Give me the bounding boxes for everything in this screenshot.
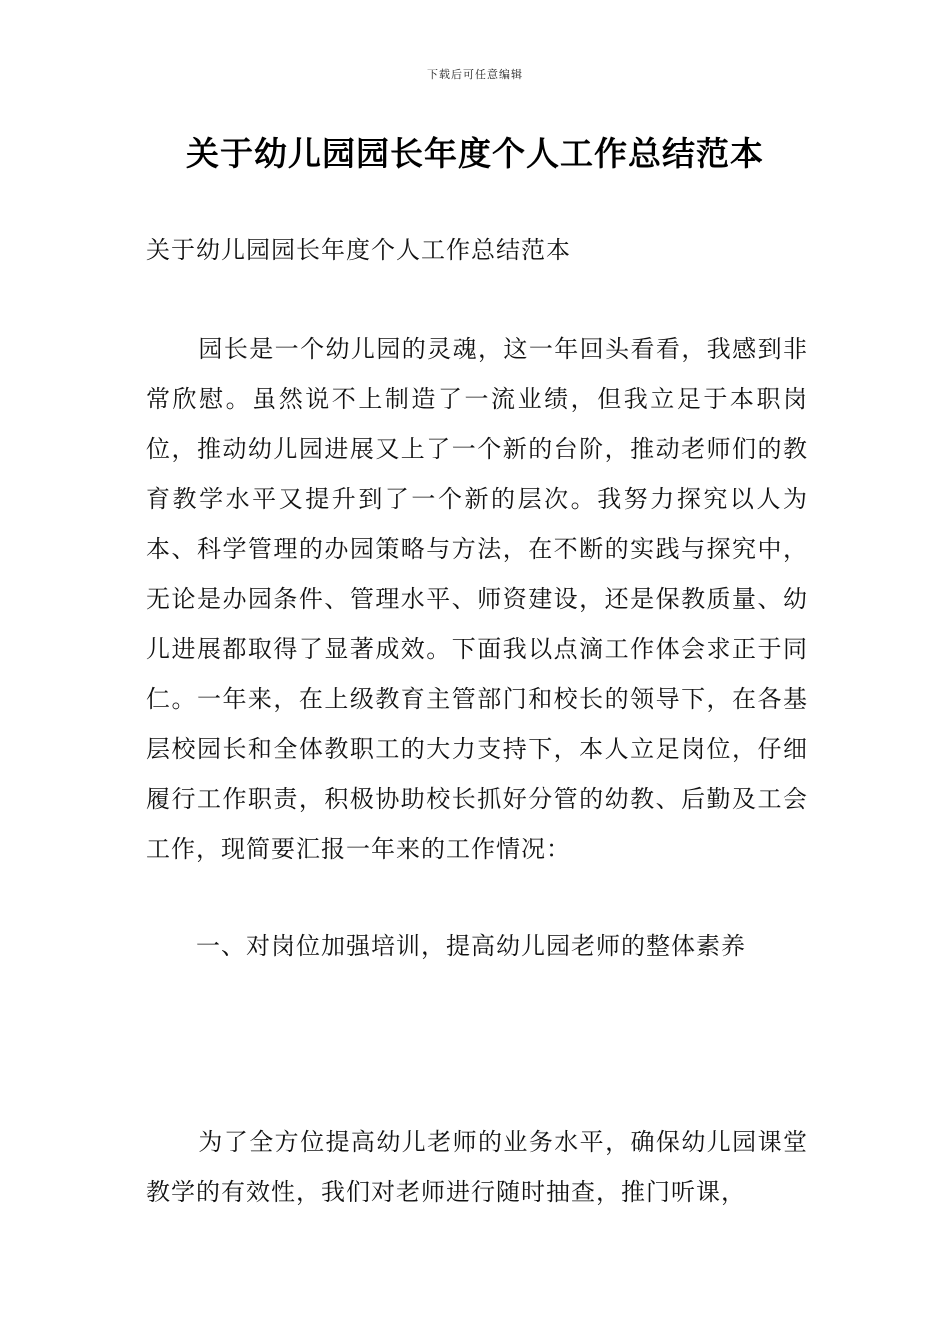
body-paragraph-2 [146, 1117, 808, 1217]
paragraph-text: 为了全方位提高幼儿老师的业务水平，确保幼儿园课堂教学的有效性，我们对老师进行随时抽查，推门听课， [146, 1128, 808, 1206]
body-paragraph-1 [146, 324, 808, 874]
paragraph-text: 园长是一个幼儿园的灵魂，这一年回头看看，我感到非常欣慰。虽然说不上制造了一流业绩，但我立足于本职岗位，推动幼儿园进展又上了一个新的台阶，推动老师们的教育教学水平又提升到了一个新的层次。我努力探究以人为本、科学管理的办园策略与方法，在不断的实践与探究中，无论是办园条件、管理水平、师资建设，还是保教质量、幼儿进展都取得了显著成效。下面我以点滴工作体会求正于同仁。一年来，在上级教育主管部门和校长的领导下，在各基层校园长和全体教职工的大力支持下，本人立足岗位，仔细履行工作职责，积极协助校长抓好分管的幼教、后勤及工会工作，现简要汇报一年来的工作情况： [146, 335, 808, 863]
section-heading: 一、对岗位加强培训，提高幼儿园老师的整体素养 [196, 932, 746, 960]
header-note: 下载后可任意编辑 [427, 68, 523, 81]
document-subtitle: 关于幼儿园园长年度个人工作总结范本 [146, 236, 571, 264]
page-title: 关于幼儿园园长年度个人工作总结范本 [186, 134, 764, 173]
